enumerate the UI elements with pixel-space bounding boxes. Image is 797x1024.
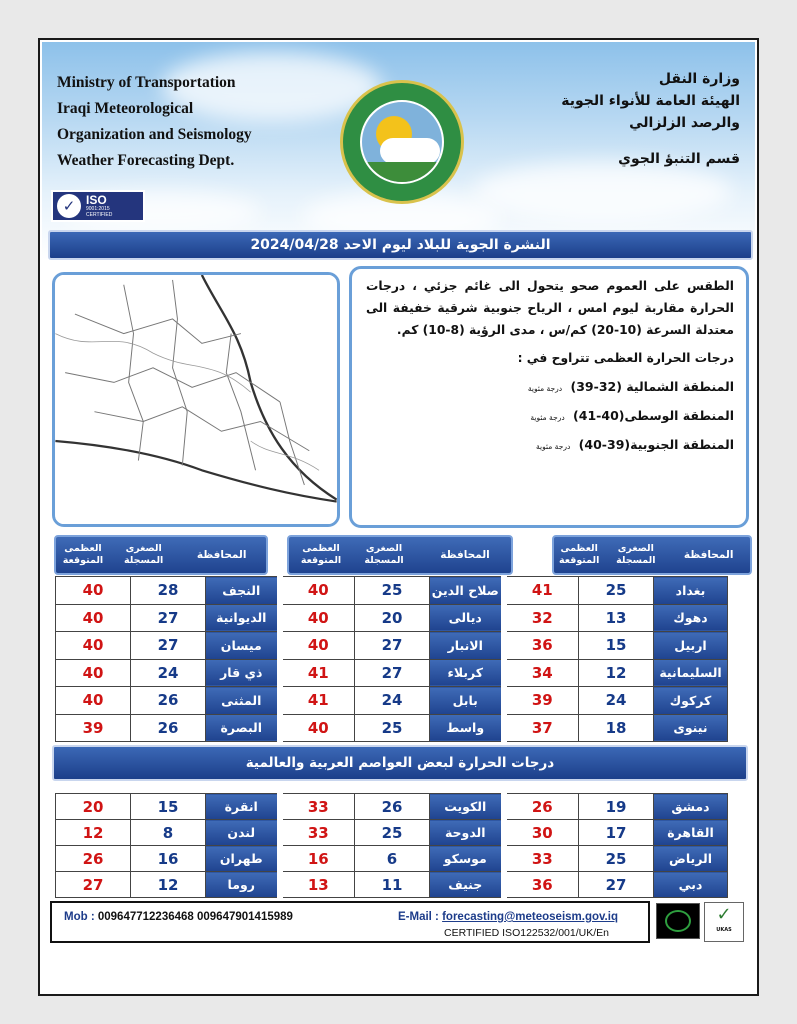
max-temp-cell: 40: [280, 714, 355, 742]
table-row: [56, 872, 728, 898]
region-unit: درجة مئوية: [527, 384, 563, 393]
table-header-group: [54, 535, 268, 575]
min-temp-cell: 6: [355, 846, 430, 872]
province-cell: واسط: [430, 714, 504, 742]
min-temp-cell: 25: [355, 714, 430, 742]
cloud-icon: [380, 138, 440, 164]
table-row: [56, 632, 728, 660]
province-cell: السليمانية: [654, 659, 728, 687]
min-temp-cell: 11: [355, 872, 430, 898]
max-temp-cell: 41: [280, 659, 355, 687]
header-province: المحافظة: [683, 549, 734, 561]
province-cell: كركوك: [654, 687, 728, 715]
max-temp-cell: 33: [280, 794, 355, 820]
en-line: Organization and Seismology: [57, 126, 252, 143]
email-label: E-Mail :: [398, 911, 439, 923]
max-temp-heading: درجات الحرارة العظمى تتراوح في :: [517, 351, 734, 365]
min-temp-cell: 25: [355, 820, 430, 846]
capitals-temperature-table: [55, 793, 728, 898]
mob-numbers: 009647712236468 009647901415989: [97, 911, 293, 923]
max-temp-cell: 36: [504, 872, 579, 898]
min-temp-cell: 27: [355, 659, 430, 687]
table-row: [56, 846, 728, 872]
min-temp-cell: 24: [131, 659, 206, 687]
min-temp-cell: 15: [131, 794, 206, 820]
province-cell: الرياض: [654, 846, 728, 872]
region-south: [366, 437, 734, 452]
min-temp-cell: 8: [131, 820, 206, 846]
max-temp-cell: 32: [504, 604, 579, 632]
province-cell: موسكو: [430, 846, 504, 872]
contact-footer: [50, 901, 650, 943]
min-temp-cell: 25: [355, 577, 430, 605]
header-min: الصغرى المسجلة: [616, 543, 656, 566]
max-temp-cell: 41: [504, 577, 579, 605]
max-temp-cell: 40: [56, 604, 131, 632]
max-temp-cell: 40: [280, 577, 355, 605]
table-header-group: [552, 535, 752, 575]
province-cell: دبي: [654, 872, 728, 898]
max-temp-cell: 34: [504, 659, 579, 687]
header-max: العظمى المتوقعة: [558, 543, 600, 566]
province-cell: نينوى: [654, 714, 728, 742]
region-text: المنطقة الشمالية (32-39): [570, 379, 734, 394]
max-temp-cell: 40: [280, 604, 355, 632]
header-province: المحافظة: [196, 549, 247, 561]
min-temp-cell: 20: [355, 604, 430, 632]
header-max: العظمى المتوقعة: [300, 543, 342, 566]
max-temp-cell: 40: [280, 632, 355, 660]
province-cell: طهران: [206, 846, 280, 872]
iraq-map: [52, 272, 340, 527]
region-unit: درجة مئوية: [536, 442, 571, 451]
min-temp-cell: 12: [579, 659, 654, 687]
table-row: [56, 577, 728, 605]
ministry-name-arabic: [480, 68, 740, 170]
header-max: العظمى المتوقعة: [62, 543, 104, 566]
en-line: Weather Forecasting Dept.: [57, 152, 235, 169]
max-temp-cell: 33: [280, 820, 355, 846]
iso-sub: 9001:2015: [86, 205, 110, 212]
max-temp-cell: 40: [56, 577, 131, 605]
table-row: [56, 604, 728, 632]
max-temp-cell: 40: [56, 659, 131, 687]
table-row: [56, 659, 728, 687]
max-temp-cell: 41: [280, 687, 355, 715]
ar-line: والرصد الزلزالي: [629, 115, 740, 131]
max-temp-cell: 37: [504, 714, 579, 742]
forecast-paragraph: الطقس على العموم صحو يتحول الى غائم جزئي ، درجات الحرارة مقاربة ليوم امس ، الرياح جنوبية شرقية خفيفة الى معتدلة السرعة (10-20) كم/س ، مدى الرؤية (8-10) كم.: [366, 279, 734, 337]
province-cell: لندن: [206, 820, 280, 846]
min-temp-cell: 17: [579, 820, 654, 846]
ukas-label: UKAS: [716, 927, 732, 933]
max-temp-cell: 12: [56, 820, 131, 846]
province-cell: كربلاء: [430, 659, 504, 687]
min-temp-cell: 15: [579, 632, 654, 660]
max-temp-cell: 13: [280, 872, 355, 898]
email-link[interactable]: forecasting@meteoseism.gov.iq: [442, 911, 618, 923]
en-line: Iraqi Meteorological: [57, 100, 194, 117]
ar-line: قسم التنبؤ الجوي: [618, 151, 740, 167]
max-temp-cell: 39: [504, 687, 579, 715]
organization-logo: [340, 80, 464, 204]
map-drawing: [55, 275, 337, 524]
table-row: [56, 820, 728, 846]
min-temp-cell: 27: [579, 872, 654, 898]
max-temp-cell: 39: [56, 714, 131, 742]
min-temp-cell: 28: [131, 577, 206, 605]
checkmark-icon: ✓: [57, 194, 81, 218]
certification-text: CERTIFIED ISO122532/001/UK/En: [444, 927, 609, 939]
table-row: [56, 687, 728, 715]
ar-line: وزارة النقل: [658, 71, 740, 87]
min-temp-cell: 27: [131, 604, 206, 632]
max-temp-cell: 40: [56, 687, 131, 715]
table-header-group: [287, 535, 513, 575]
header-min: الصغرى المسجلة: [364, 543, 404, 566]
min-temp-cell: 16: [131, 846, 206, 872]
min-temp-cell: 25: [579, 577, 654, 605]
email-line: [398, 911, 618, 923]
min-temp-cell: 26: [131, 714, 206, 742]
min-temp-cell: 24: [355, 687, 430, 715]
province-cell: جنيف: [430, 872, 504, 898]
province-cell: دهوك: [654, 604, 728, 632]
province-cell: روما: [206, 872, 280, 898]
max-temp-cell: 36: [504, 632, 579, 660]
iraq-temperature-table: [55, 576, 728, 742]
capitals-title: درجات الحرارة لبعض العواصم العربية والعالمية: [52, 745, 748, 781]
table-row: [56, 714, 728, 742]
min-temp-cell: 26: [355, 794, 430, 820]
min-temp-cell: 19: [579, 794, 654, 820]
max-temp-cell: 40: [56, 632, 131, 660]
header: [42, 42, 755, 260]
region-middle: [366, 408, 734, 423]
province-cell: القاهرة: [654, 820, 728, 846]
iso-badge: [51, 190, 145, 222]
min-temp-cell: 25: [579, 846, 654, 872]
mobile-numbers: [64, 911, 293, 923]
region-text: المنطقة الوسطى(40-41): [573, 408, 734, 423]
iso-cert: CERTIFIED: [86, 211, 113, 218]
bulletin-title: النشرة الجوية للبلاد ليوم الاحد 2024/04/28: [48, 230, 753, 260]
ministry-name-english: [57, 70, 307, 174]
checkmark-icon: ✓: [716, 904, 732, 925]
province-cell: بابل: [430, 687, 504, 715]
region-north: [366, 379, 734, 394]
max-temp-cell: 30: [504, 820, 579, 846]
min-temp-cell: 12: [131, 872, 206, 898]
province-cell: المثنى: [206, 687, 280, 715]
province-cell: الكويت: [430, 794, 504, 820]
max-temp-cell: 26: [56, 846, 131, 872]
province-cell: البصرة: [206, 714, 280, 742]
ukas-logo: [704, 902, 744, 942]
min-temp-cell: 24: [579, 687, 654, 715]
province-cell: الديوانية: [206, 604, 280, 632]
max-temp-cell: 27: [56, 872, 131, 898]
region-unit: درجة مئوية: [530, 413, 565, 422]
province-cell: ديالى: [430, 604, 504, 632]
min-temp-cell: 27: [355, 632, 430, 660]
max-temp-cell: 20: [56, 794, 131, 820]
forecast-text: [349, 266, 749, 528]
province-cell: اربيل: [654, 632, 728, 660]
province-cell: ميسان: [206, 632, 280, 660]
province-cell: الانبار: [430, 632, 504, 660]
min-temp-cell: 18: [579, 714, 654, 742]
province-cell: النجف: [206, 577, 280, 605]
ar-line: الهيئة العامة للأنواء الجوية: [561, 93, 740, 109]
header-min: الصغرى المسجلة: [123, 543, 164, 566]
province-cell: ذي قار: [206, 659, 280, 687]
province-cell: انقرة: [206, 794, 280, 820]
min-temp-cell: 26: [131, 687, 206, 715]
min-temp-cell: 13: [579, 604, 654, 632]
max-temp-cell: 33: [504, 846, 579, 872]
region-text: المنطقة الجنوبية(39-40): [578, 437, 734, 452]
emblem-logo: [656, 903, 700, 939]
province-cell: صلاح الدين: [430, 577, 504, 605]
iso-label: ISO: [86, 192, 107, 207]
en-line: Ministry of Transportation: [57, 74, 236, 91]
table-row: [56, 794, 728, 820]
mob-label: Mob :: [64, 911, 95, 923]
min-temp-cell: 27: [131, 632, 206, 660]
header-province: المحافظة: [440, 549, 490, 561]
bulletin-sheet: [38, 38, 759, 996]
province-cell: بغداد: [654, 577, 728, 605]
max-temp-cell: 26: [504, 794, 579, 820]
province-cell: الدوحة: [430, 820, 504, 846]
max-temp-cell: 16: [280, 846, 355, 872]
province-cell: دمشق: [654, 794, 728, 820]
